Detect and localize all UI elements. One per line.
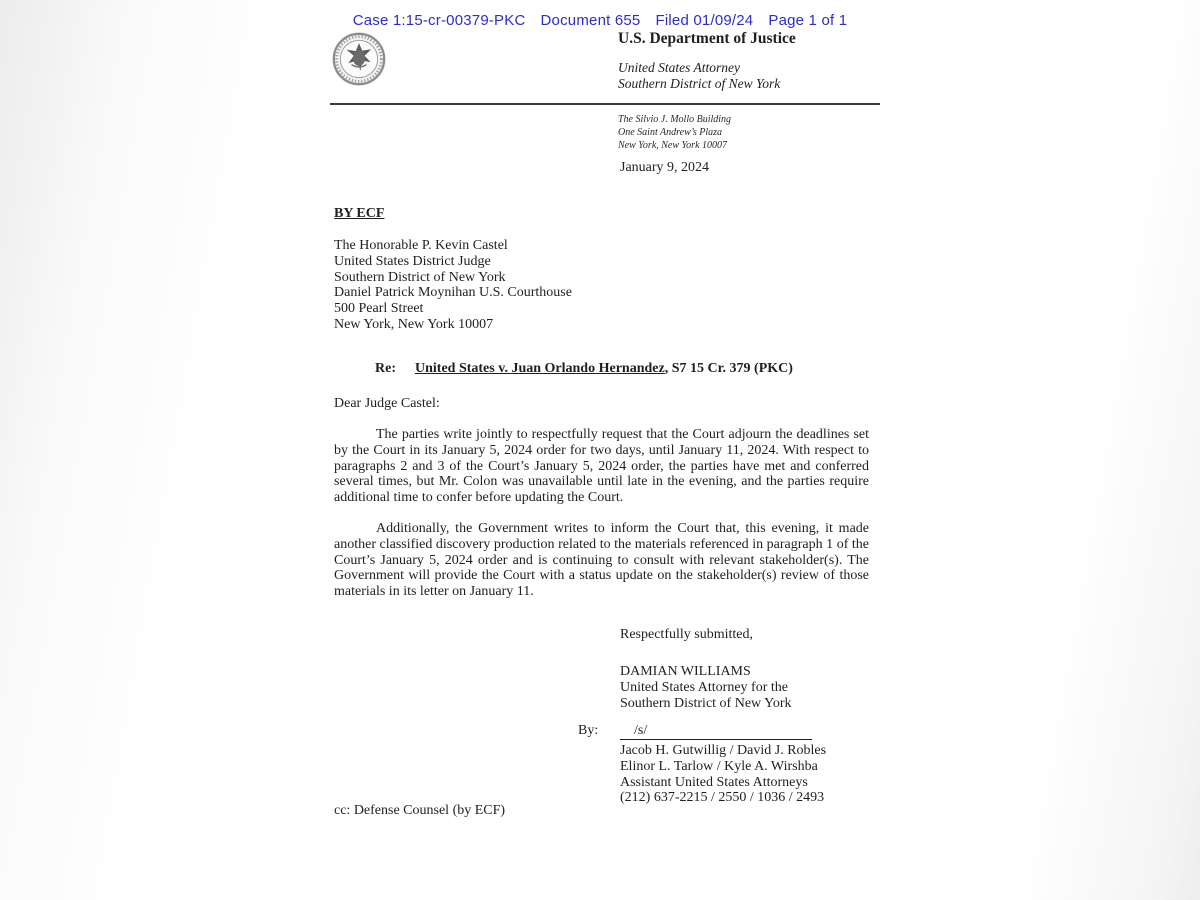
signer-block <box>620 664 792 711</box>
office-address-block <box>618 114 731 152</box>
attorneys-block <box>620 743 826 806</box>
attorneys-title: Assistant United States Attorneys <box>620 774 808 790</box>
signer-title-line-1: United States Attorney for the <box>620 679 788 695</box>
body-paragraph-1: The parties write jointly to respectfully request that the Court adjourn the deadlines set by the Court in its January 5, 2024 order for two days, until January 11, 2024. With respect to paragraphs 2 and 3 of the Court’s January 5, 2024 order, the parties have met and conferred several times, but Mr. Colon was unavailable until late in the evening, and the parties require additional time to confer before updating the Court. <box>334 427 869 506</box>
office-line-2: Southern District of New York <box>618 75 781 91</box>
ecf-case-number: Case 1:15-cr-00379-PKC <box>352 12 526 29</box>
ecf-stamp <box>0 12 1200 29</box>
recipient-line: Daniel Patrick Moynihan U.S. Courthouse <box>334 285 572 301</box>
recipient-line: United States District Judge <box>334 253 491 269</box>
doj-seal-icon <box>331 31 387 87</box>
office-address-line-1: The Silvio J. Mollo Building <box>618 114 732 125</box>
recipient-line: The Honorable P. Kevin Castel <box>334 238 508 253</box>
signer-title-line-2: Southern District of New York <box>620 695 792 711</box>
delivery-method: BY ECF <box>334 206 385 221</box>
ecf-document-number: Document 655 <box>540 12 641 29</box>
office-block <box>618 60 780 91</box>
by-label: By: <box>578 723 599 738</box>
signer-name: DAMIAN WILLIAMS <box>620 664 751 679</box>
letterhead-divider <box>330 103 880 105</box>
recipient-line: 500 Pearl Street <box>334 301 424 317</box>
attorneys-phone: (212) 637-2215 / 2550 / 1036 / 2493 <box>620 790 825 806</box>
attorneys-names-line-1: Jacob H. Gutwillig / David J. Robles <box>620 743 827 758</box>
cc-line: cc: Defense Counsel (by ECF) <box>334 803 506 818</box>
ecf-filed-date: Filed 01/09/24 <box>655 12 754 29</box>
re-label: Re: <box>375 361 396 376</box>
signature-row <box>578 723 812 740</box>
closing-phrase: Respectfully submitted, <box>620 627 753 642</box>
department-title: U.S. Department of Justice <box>618 30 796 47</box>
ecf-page-count: Page 1 of 1 <box>768 12 848 29</box>
attorneys-names-line-2: Elinor L. Tarlow / Kyle A. Wirshba <box>620 758 818 774</box>
body-paragraph-2: Additionally, the Government writes to inform the Court that, this evening, it made another classified discovery production related to the materials referenced in paragraph 1 of the Court’s January 5, 2024 order and is continuing to consult with relevant stakeholder(s). The Government will provide the Court with a status update on the stakeholder(s) review of those materials in its letter on January 11. <box>334 521 869 600</box>
re-case-name: United States v. Juan Orlando Hernandez <box>415 361 665 376</box>
office-address-line-3: New York, New York 10007 <box>618 139 728 151</box>
salutation: Dear Judge Castel: <box>334 396 440 411</box>
letter-date: January 9, 2024 <box>620 160 710 175</box>
signature-line: /s/ <box>620 723 812 740</box>
recipient-line: Southern District of New York <box>334 269 506 285</box>
re-line <box>375 361 793 377</box>
recipient-line: New York, New York 10007 <box>334 316 494 332</box>
office-address-line-2: One Saint Andrew’s Plaza <box>618 126 722 138</box>
office-line-1: United States Attorney <box>618 60 740 75</box>
recipient-address-block <box>334 238 572 333</box>
re-case-suffix: , S7 15 Cr. 379 (PKC) <box>664 361 793 376</box>
